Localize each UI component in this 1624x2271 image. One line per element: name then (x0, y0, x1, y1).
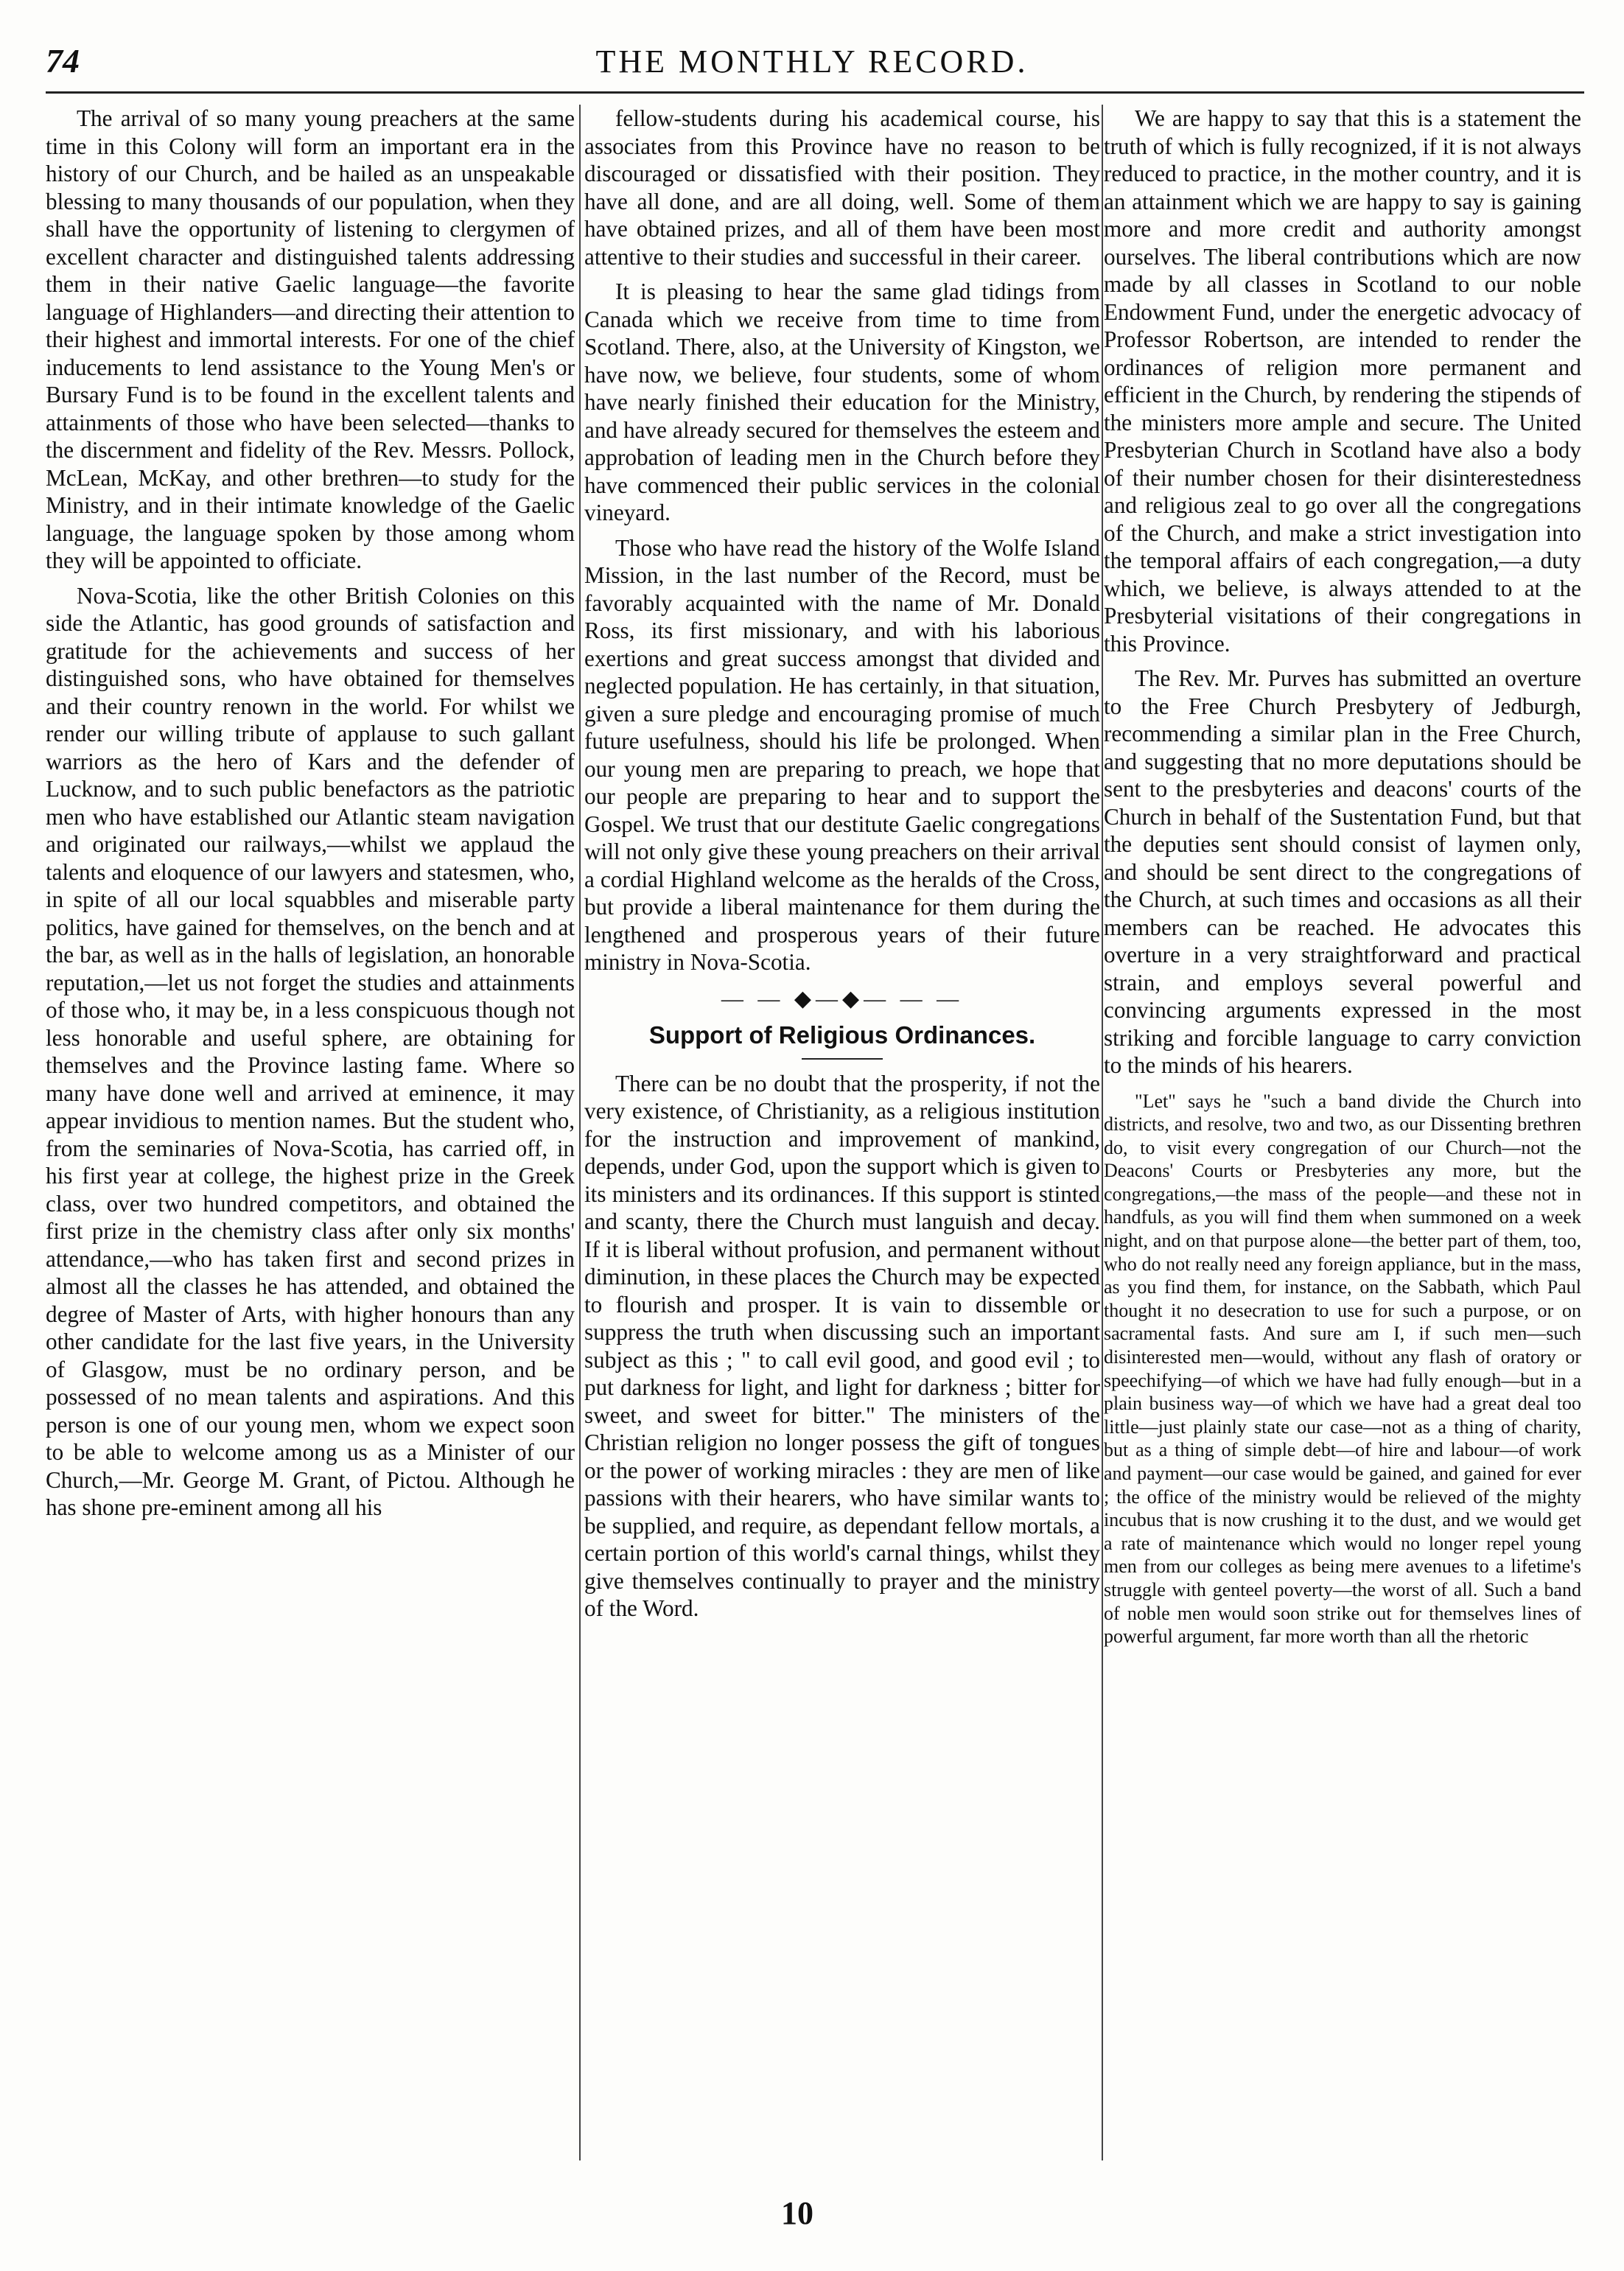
column-2 (584, 105, 1100, 1623)
page-number: 74 (46, 42, 80, 80)
running-title: THE MONTHLY RECORD. (595, 43, 1029, 80)
paragraph: The arrival of so many young preachers at the same time in this Colony will form an important era in the history of our Church, and be hailed as an unspeakable blessing to many thousands of our population, when they shall have the opportunity of listening to clergymen of excellent character and distinguished talents addressing them in their native Gaelic language—the favorite language of Highlanders—and directing their attention to their highest and immortal interests. For one of the chief inducements to lend assistance to the Young Men's or Bursary Fund is to be found in the excellent talents and attainments of those who have been selected—thanks to the discernment and fidelity of the Rev. Messrs. Pollock, McLean, McKay, and other brethren—to study for the Ministry, and in their intimate knowledge of the Gaelic language, the language spoken by those among whom they will be appointed to officiate. (46, 105, 575, 573)
section-title: Support of Religious Ordinances. (648, 1021, 1036, 1049)
paragraph: Those who have read the history of the Wolfe Island Mission, in the last number of the Record, must be favorably acquainted with the name of Mr. Donald Ross, its first missionary, and with his laborious exertions and great success amongst that divided and neglected population. He has certainly, in that situation, given a sure pledge and encouraging promise of much future usefulness, should his life be prolonged. When our young men are preparing to preach, we hope that our people are preparing to hear and to support the Gospel. We trust that our destitute Gaelic congregations will not only give these young preachers on their arrival a cordial Highland welcome as the heralds of the Cross, but provide a liberal maintenance for them during the lengthened and prosperous years of their future ministry in Nova-Scotia. (584, 534, 1100, 975)
signature-mark: 10 (781, 2195, 813, 2231)
paragraph: We are happy to say that this is a statement the truth of which is fully recognized, if it is not always reduced to practice, in the mother country, and it is an attainment which we are happy to say is gaining more and more credit and authority amongst ourselves. The liberal contributions which are now made by all classes in Scotland to our noble Endowment Fund, under the energetic advocacy of Professor Robertson, are intended to render the ordinances of religion more permanent and efficient in the Church, by rendering the stipends of the ministers more ample and secure. The United Presbyterian Church in Scotland have also a body of their number chosen for their disinterestedness and religious zeal to go over all the congregations of the Church, and make a strict investigation into the temporal affairs of each congregation,—a duty which, we believe, is always attended to at the Presbyterial visitations of their congregations in this Province. (1104, 105, 1581, 657)
paragraph: Nova-Scotia, like the other British Colonies on this side the Atlantic, has good grounds of satisfaction and gratitude for the achievements and success of her distinguished sons, who have obtained for themselves and their country renown in the world. For whilst we render our willing tribute of applause to such gallant warriors as the hero of Kars and the defender of Lucknow, and to such public benefactors as the patriotic men who have established our Atlantic steam navigation and originated our railways,—whilst we applaud the talents and eloquence of our lawyers and statesmen, who, in spite of all our local squabbles and miserable party politics, have gained for themselves, on the bench and at the bar, as well as in the halls of legislation, an honorable reputation,—let us not forget the studies and attainments of those who, it may be, in a less conspicuous though not less honorable and useful sphere, are obtaining for themselves and the Province lasting fame. Where so many have done well and arrived at eminence, it may appear invidious to mention names. But the student who, from the seminaries of Nova-Scotia, has carried off, in his first year at college, the highest prize in the Greek class, over two hundred competitors, and obtained the first prize in the chemistry class after only six months' attendance,—who has taken first and second prizes in almost all the classes he has attended, and obtained the degree of Master of Arts, with higher honours than any other candidate for the last five years, in the University of Glasgow, must be no ordinary person, and be possessed of no mean talents and aspirations. And this person is one of our young men, whom we expect soon to be able to welcome among us as a Minister of our Church,—Mr. George M. Grant, of Pictou. Although he has shone pre-eminent among all his (46, 582, 575, 1520)
column-divider (1102, 105, 1103, 2160)
column-divider (579, 105, 581, 2160)
column-1 (46, 105, 575, 1522)
paragraph: It is pleasing to hear the same glad tidings from Canada which we receive from time to time from Scotland. There, also, at the University of Kingston, we have now, we believe, four students, some of whom have nearly finished their education for the Ministry, and have already secured for themselves the esteem and approbation of leading men in the Church before they have commenced their public services in the colonial vineyard. (584, 279, 1100, 525)
title-rule (802, 1058, 883, 1060)
paragraph: The Rev. Mr. Purves has submitted an overture to the Free Church Presbytery of Jedburgh, recommending a similar plan in the Free Church, and suggesting that no more deputations should be sent to the presbyteries and deacons' courts of the Church in behalf of the Sustentation Fund, but that the deputies sent should consist of laymen only, and should be sent direct to the congregations of the Church, at such times and occasions as all their members can be reached. He advocates this overture in a very straightforward and practical strain, and employs several powerful and convincing arguments expressed in the most striking and forcible language to carry conviction to the minds of his hearers. (1104, 665, 1581, 1078)
quotation: "Let" says he "such a band divide the Church into districts, and resolve, two and two, as our Dissenting brethren do, to visit every congregation of our Church—not the Deacons' Courts or Presbyteries any more, but the congregations,—the mass of the people—and these not in handfuls, as you will find them when summoned on a week night, and on that purpose alone—the better part of them, too, who do not really need any foreign appliance, but in the mass, as you find them, for instance, on the Sabbath, which Paul thought it no desecration to use for such a purpose, or on sacramental fasts. And sure am I, if such men—such disinterested men—would, without any flash of oratory or speechifying—of which we have had fully enough—but in a plain business way—of which we have had a great deal too little—just plainly state our case—not as a thing of charity, but as a thing of simple debt—of hire and labour—of work and payment—our case would be gained, and gained for ever ; the office of the ministry would be relieved of the mighty incubus that is now crushing it to the dust, and we would get a rate of maintenance which would no longer repel young men from our colleges as being mere avenues to a lifetime's struggle with genteel poverty—the worst of all. Such a band of noble men would soon strike out for themselves lines of powerful argument, far more worth than all the rhetoric (1104, 1090, 1581, 1648)
header-rule (46, 91, 1584, 94)
paragraph: There can be no doubt that the prosperity, if not the very existence, of Christianity, as a religious institution for the instruction and improvement of mankind, depends, under God, upon the support which is given to its ministers and its ordinances. If this support is stinted and scanty, there the Church must languish and decay. If it is liberal without profusion, and permanent without diminution, in these places the Church may be expected to flourish and prosper. It is vain to dissemble or suppress the truth when discussing such an important subject as this ; " to call evil good, and good evil ; to put darkness for light, and light for darkness ; bitter for sweet, and sweet for bitter." The ministers of the Christian religion no longer possess the gift of tongues or the power of working miracles : they are men of like passions with their hearers, who have similar wants to be supplied, and require, as dependant fellow mortals, a certain portion of this world's carnal things, whilst they give themselves continually to prayer and the ministry of the Word. (584, 1070, 1100, 1621)
section-ornament: — — ◆—◆— — — (721, 986, 964, 1011)
paragraph: fellow-students during his academical course, his associates from this Province have no reason to be discouraged or dissatisfied with their position. They have all done, and are all doing, well. Some of them have obtained prizes, and all of them have been most attentive to their studies and successful in their career. (584, 105, 1100, 270)
column-3 (1104, 105, 1581, 1648)
